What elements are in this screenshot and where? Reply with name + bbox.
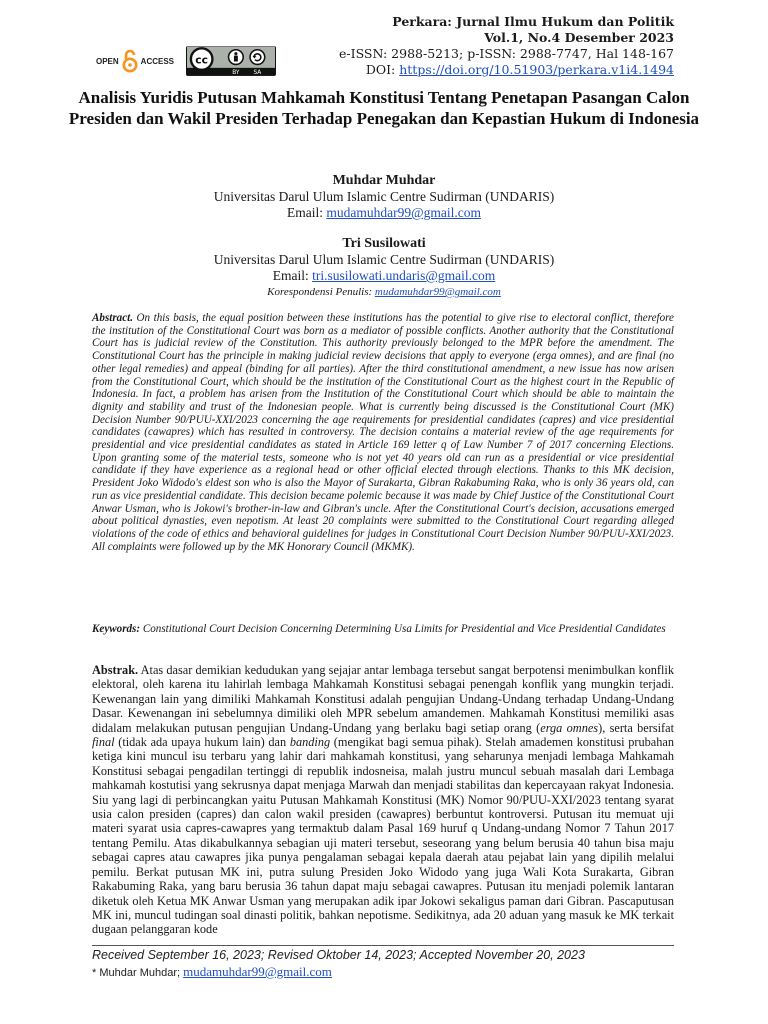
article-title: Analisis Yuridis Putusan Mahkamah Konstitusi Tentang Penetapan Pasangan Calon Presiden dan Wakil Presiden Terhadap Penegakan dan Kepastian Hukum di Indonesia <box>68 88 700 128</box>
keywords-label: Keywords: <box>92 623 141 635</box>
correspondence-line <box>0 284 768 300</box>
email-label: Email: <box>272 268 309 283</box>
journal-name: Perkara: Jurnal Ilmu Hukum dan Politik <box>392 14 674 29</box>
footer-divider <box>92 945 674 946</box>
author-email-line <box>0 205 768 221</box>
keywords-text: Constitutional Court Decision Concerning Determining Usa Limits for Presidential and Vice Presidential Candidates <box>142 623 666 635</box>
abstract-english <box>92 312 674 553</box>
doi-label: DOI: <box>365 62 396 77</box>
author-affiliation: Universitas Darul Ulum Islamic Centre Sudirman (UNDARIS) <box>213 252 555 267</box>
by-text: BY <box>232 70 240 76</box>
abstrak-label: Abstrak. <box>92 663 139 677</box>
oa-open-text: OPEN <box>96 56 119 66</box>
journal-doi <box>339 62 674 78</box>
open-lock-icon <box>122 49 138 73</box>
author-name: Tri Susilowati <box>342 236 426 251</box>
sa-text: SA <box>253 70 262 76</box>
author-name: Muhdar Muhdar <box>332 173 436 188</box>
footer-author <box>92 964 332 980</box>
oa-access-text: ACCESS <box>140 56 175 66</box>
abstrak-text-4: (mengikat bagi semua pihak). Stelah amademen konstitusi prubahan ketiga kini muncul isu terbaru yang lahir dari mahkamah konstitusi, yang seharunya menjadi lembaga Mahkamah Konstitusi sebagai pengadilan tertinggi di republik indosneisa, malah justru muncul sebuah masalah dari Lembaga mahkamah kostutisi yang sekrusnya dapat menjaga Marwah dan menjadi stabilitas dan kepercayaan rakyat Indonesia. Siu yang lagi di perbincangkan yaitu Putusan Mahkamah Konstitusi (MK) Nomor 90/PUU-XXI/2023 tentang syarat usia calon presiden (capres) dan calon wakil presiden (cawapres) berbuntut kontroversi. Putusan itu memuat uji materi syarat usia capres-cawapres yang termaktub dalam Pasal 169 huruf q Undang-undang Nomor 7 Tahun 2017 tentang Pemilu. Atas dikabulkannya sebagian uji materi tersebut, seseorang yang belum berusia 40 tahun bisa maju sebagai capres atau cawapres jika punya pengalaman sebagai kepala daerah atau pejabat lain yang dipilih melalui pemilu. Berkat putusan MK ini, putra sulung Presiden Joko Widodo yang juga Wali Kota Surakarta, Gibran Rakabuming Raka, yang baru berusia 36 tahun dapat maju sebagai cawapres. Putusan itu menjadi polemik lantaran diketuk oleh Ketua MK Anwar Usman yang merupakan adik ipar Jokowi sekaligus paman dari Gibran. Pascaputusan MK ini, muncul tudingan soal dinasti politik, bahkan nepotisme. Sedikitnya, ada 20 aduan yang masuk ke MK terkait dugaan pelanggaran kode <box>92 735 675 937</box>
correspondence-label: Korespondensi Penulis: <box>267 286 373 298</box>
author-block-2 <box>0 236 768 300</box>
author-email-link[interactable]: tri.susilowati.undaris@gmail.com <box>312 268 496 283</box>
cc-text: cc <box>195 53 209 67</box>
open-access-logo <box>96 49 174 73</box>
keywords-english <box>92 623 674 636</box>
abstrak-text-3: (tidak ada upaya hukum lain) dan <box>114 735 290 750</box>
author-email-link[interactable]: mudamuhdar99@gmail.com <box>326 205 481 220</box>
abstract-text: On this basis, the equal position between these institutions has the potential to give rise to electoral conflict, therefore the institution of the Constitutional Court was born as a mediator of possible conflicts. Another authority that the Constitutional Court has is judicial review of the Constitution. This authority previously belonged to the MPR before the amendment. The Constitutional Court has the principle in making judicial review decisions that apply to everyone (erga omnes), and are final (no other legal remedies) and appeal (binding for all parties). After the third constitutional amendment, a new issue has now arisen from the Constitutional Court, which should be the institution of the Constitutional Court as the highest court in the Republic of Indonesia. In fact, a problem has arisen from the Institution of the Constitutional Court which should be able to maintain the dignity and stability and trust of the Indonesian people. What is currently being discussed is the Constitutional Court (MK) Decision Number 90/PUU-XXI/2023 concerning the age requirements for presidential candidates (capres) and vice presidential candidates (cawapres) which has resulted in controversy. The decision contains a material review of the age requirements for presidential and vice presidential candidates as stated in Article 169 letter q of Law Number 7 of 2017 concerning Elections. Upon granting some of the material tests, someone who is not yet 40 years old can run as a presidential or vice presidential candidate if they have experience as a regional head or other official elected through elections. Thanks to this MK decision, President Joko Widodo's eldest son who is also the Mayor of Surakarta, Gibran Rakabuming Raka, who is only 36 years old, can run as vice presidential candidate. This decision became polemic because it was made by Chief Justice of the Constitutional Court Anwar Usman, who is Jokowi's brother-in-law and Gibran's uncle. After the Constitutional Court's decision, accusations emerged about political dynasties, even nepotism. At least 20 complaints were submitted to the Constitutional Court regarding alleged violations of the code of ethics and behavioral guidelines for judges in Constitutional Court Decision Number 90/PUU-XXI/2023. All complaints were followed up by the MK Honorary Council (MKMK). <box>92 312 674 553</box>
journal-issn: e-ISSN: 2988-5213; p-ISSN: 2988-7747, Hal 148-167 <box>339 46 674 61</box>
abstrak-final: final <box>92 735 115 750</box>
doi-link[interactable]: https://doi.org/10.51903/perkara.v1i4.1494 <box>399 62 674 77</box>
footer-author-label: * Muhdar Muhdar; <box>92 967 181 979</box>
abstrak-text-1: Atas dasar demikian kedudukan yang sejajar antar lembaga tersebut sangat berpotensi menimbulkan konflik elektoral, oleh karena itu lahirlah lembaga Mahkamah Konstitusi sebagai penengah konflik yang mungkin terjadi. Kewenangan lain yang dimiliki Mahkamah Konstitusi adalah pengujian Undang-Undang terhadap Undang-Undang Dasar. Kewenangan ini sebelumnya dimiliki oleh MPR sebelum amandemen. Mahkamah Konstitusi memiliki asas didalam melakukan putusan pengujian Undang-Undang yang berlaku bagi setiap orang ( <box>92 663 674 735</box>
abstrak-banding: banding <box>289 735 331 750</box>
author-email-line <box>0 268 768 284</box>
cc-by-sa-badge <box>186 46 276 76</box>
abstrak-text-2: ), serta bersifat <box>598 720 674 735</box>
footer-author-email-link[interactable]: mudamuhdar99@gmail.com <box>183 964 332 979</box>
journal-volume: Vol.1, No.4 Desember 2023 <box>484 30 674 45</box>
abstract-indonesian <box>92 663 674 937</box>
author-block-1 <box>0 173 768 221</box>
footer-dates: Received September 16, 2023; Revised Oktober 14, 2023; Accepted November 20, 2023 <box>92 948 585 962</box>
journal-meta <box>339 14 674 78</box>
author-affiliation: Universitas Darul Ulum Islamic Centre Sudirman (UNDARIS) <box>213 189 555 204</box>
abstrak-erga-omnes: erga omnes <box>540 720 599 735</box>
correspondence-email-link[interactable]: mudamuhdar99@gmail.com <box>374 286 501 298</box>
journal-header <box>0 14 768 86</box>
sa-share-icon <box>250 50 265 65</box>
email-label: Email: <box>287 205 324 220</box>
abstract-label: Abstract. <box>92 312 133 324</box>
